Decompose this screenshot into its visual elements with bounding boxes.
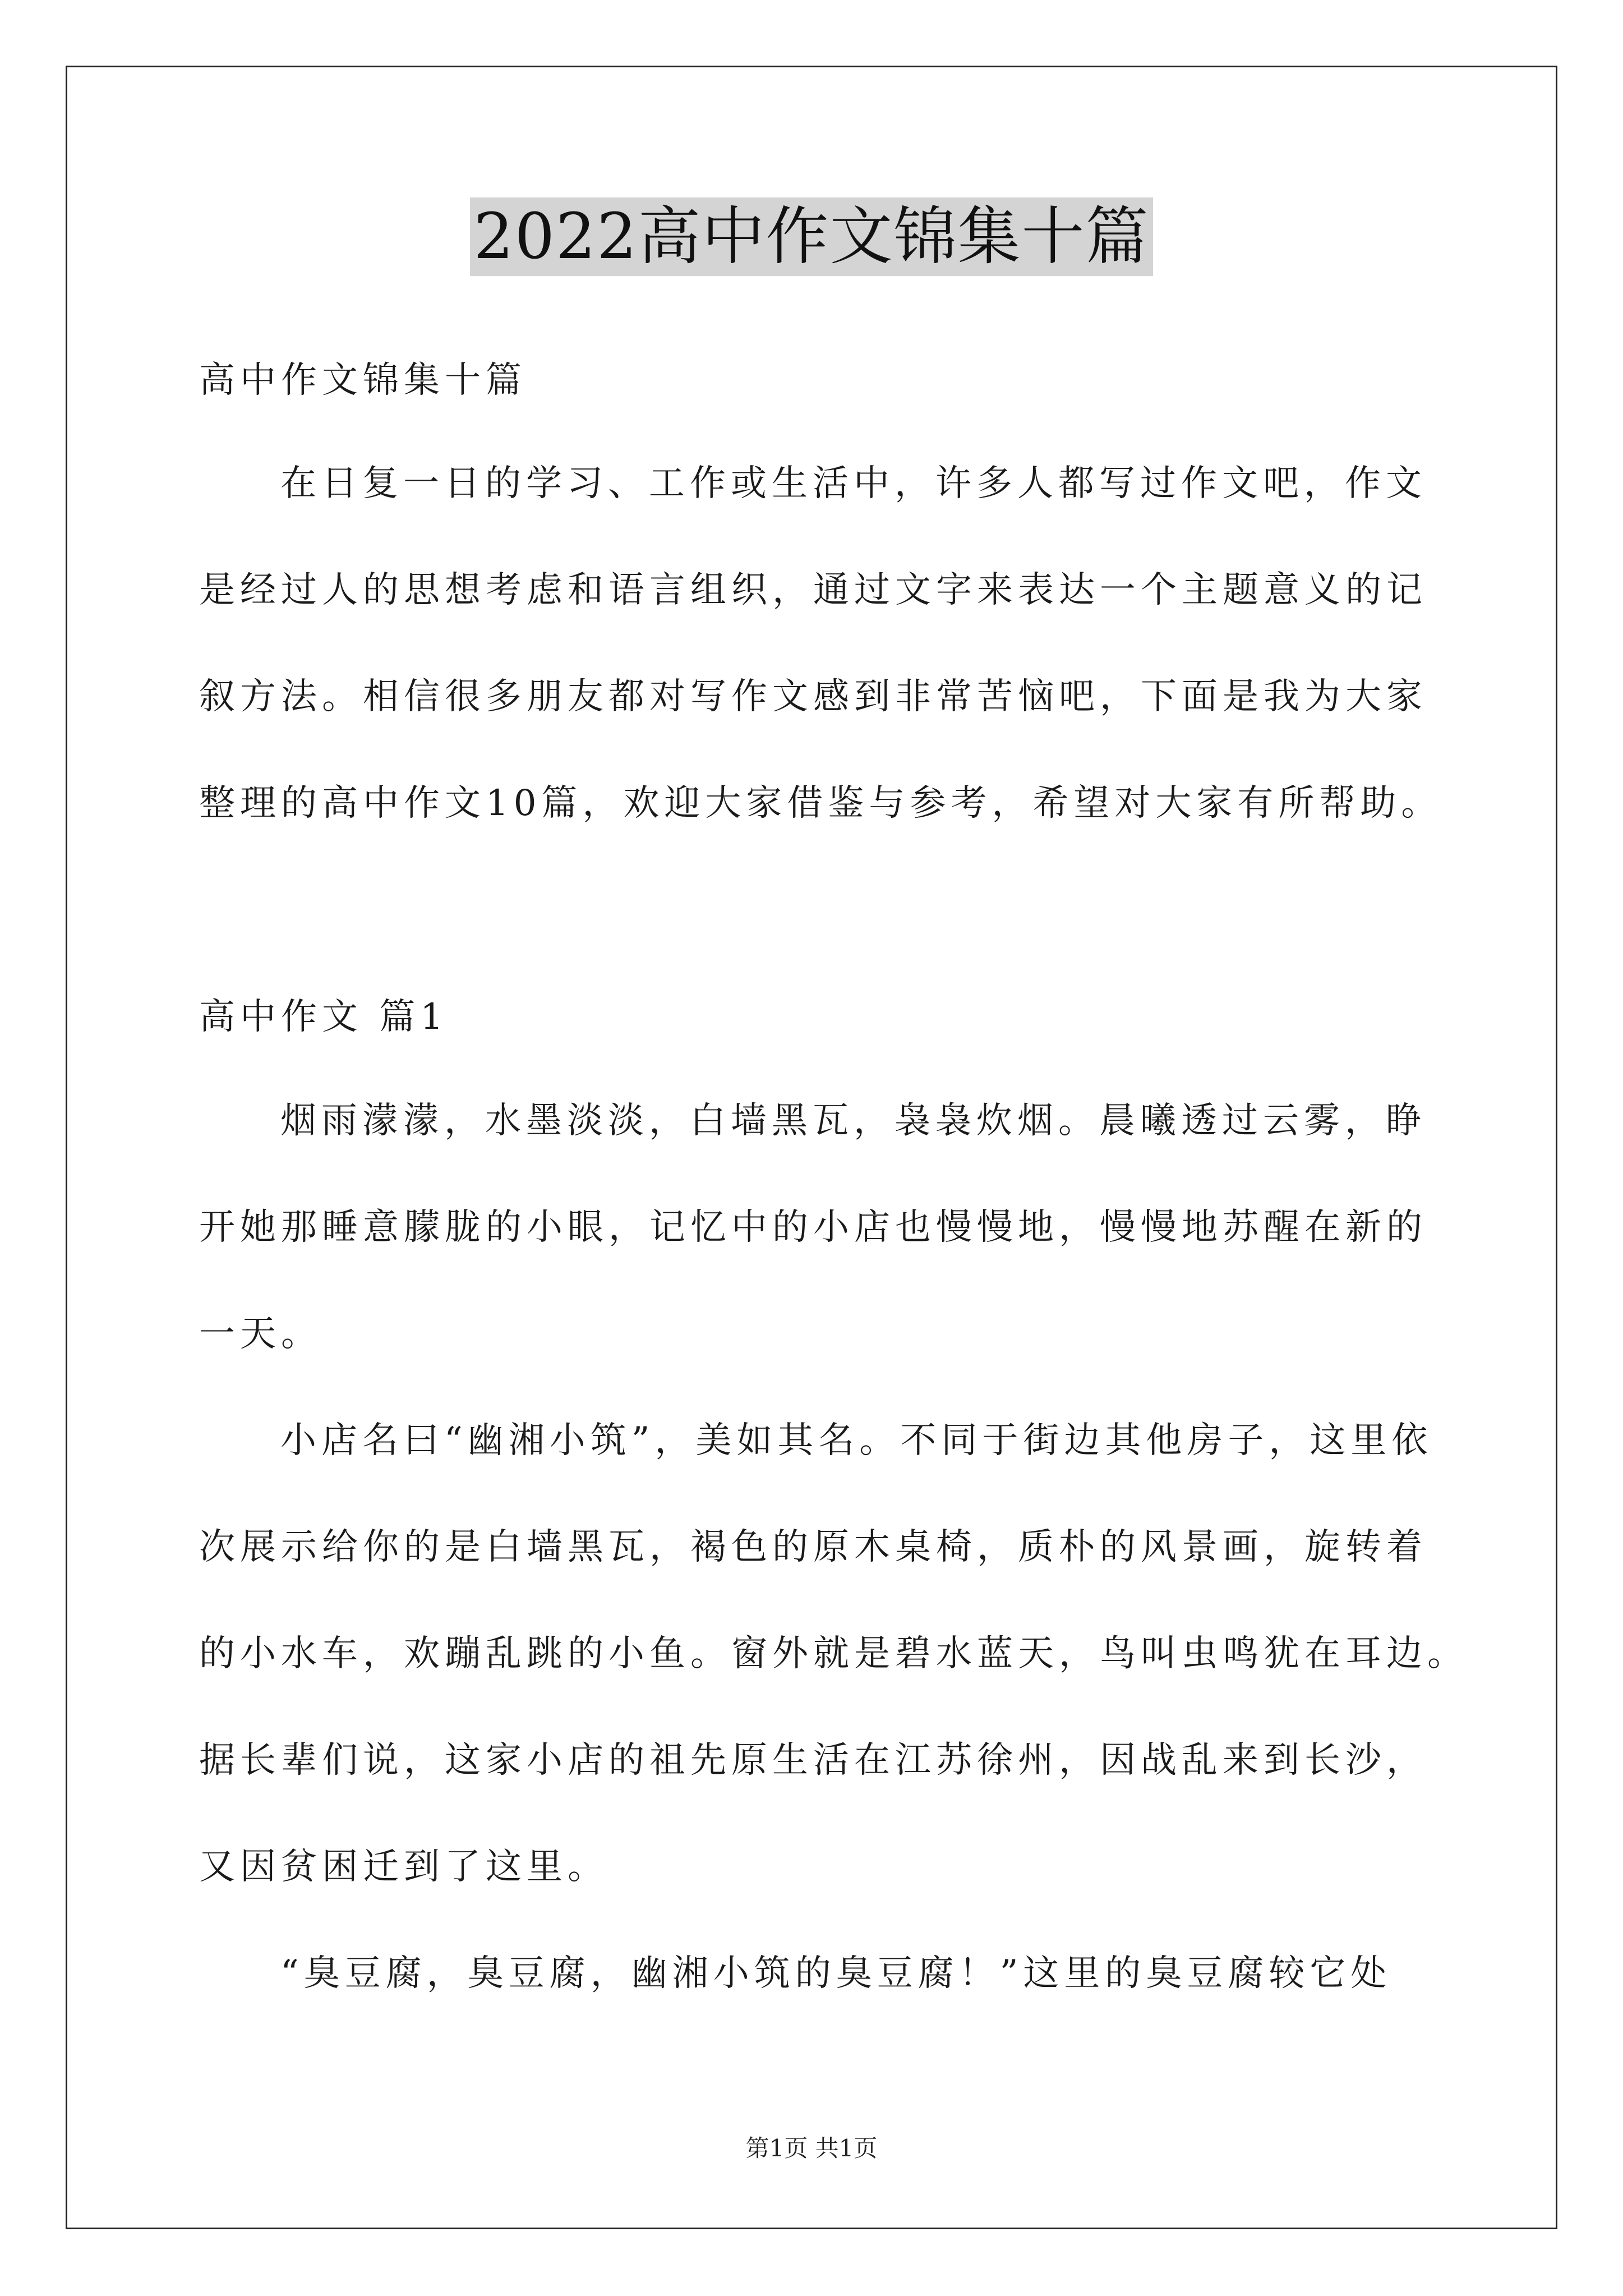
paragraph-line: 一天。 xyxy=(199,1313,322,1355)
paragraph-line: 烟雨濛濛，水墨淡淡，白墙黑瓦，袅袅炊烟。晨曦透过云雾，睁 xyxy=(280,1100,1427,1142)
paragraph-line: 叙方法。相信很多朋友都对写作文感到非常苦恼吧，下面是我为大家 xyxy=(199,676,1427,717)
paragraph-line: 在日复一日的学习、工作或生活中，许多人都写过作文吧，作文 xyxy=(280,463,1427,504)
paragraph-line: 据长辈们说，这家小店的祖先原生活在江苏徐州，因战乱来到长沙， xyxy=(199,1740,1427,1781)
paragraph-line: 整理的高中作文10篇，欢迎大家借鉴与参考，希望对大家有所帮助。 xyxy=(199,783,1442,824)
paragraph-line: 又因贫困迁到了这里。 xyxy=(199,1846,608,1888)
document-title: 2022高中作文锦集十篇 xyxy=(470,197,1152,276)
paragraph-line: 次展示给你的是白墙黑瓦，褐色的原木桌椅，质朴的风景画，旋转着 xyxy=(199,1526,1427,1568)
paragraph-line: 小店名曰“幽湘小筑”，美如其名。不同于街边其他房子，这里依 xyxy=(280,1420,1433,1461)
title-container xyxy=(0,197,1623,276)
paragraph-line: 是经过人的思想考虑和语言组织，通过文字来表达一个主题意义的记 xyxy=(199,569,1427,611)
paragraph-line: “臭豆腐，臭豆腐，幽湘小筑的臭豆腐！”这里的臭豆腐较它处 xyxy=(280,1953,1392,1994)
subtitle: 高中作文锦集十篇 xyxy=(199,360,527,401)
paragraph-line: 开她那睡意朦胧的小眼，记忆中的小店也慢慢地，慢慢地苏醒在新的 xyxy=(199,1207,1427,1248)
page-footer: 第1页 共1页 xyxy=(745,2134,878,2162)
section-heading: 高中作文 篇1 xyxy=(199,996,449,1038)
paragraph-line: 的小水车，欢蹦乱跳的小鱼。窗外就是碧水蓝天，鸟叫虫鸣犹在耳边。 xyxy=(199,1633,1468,1674)
